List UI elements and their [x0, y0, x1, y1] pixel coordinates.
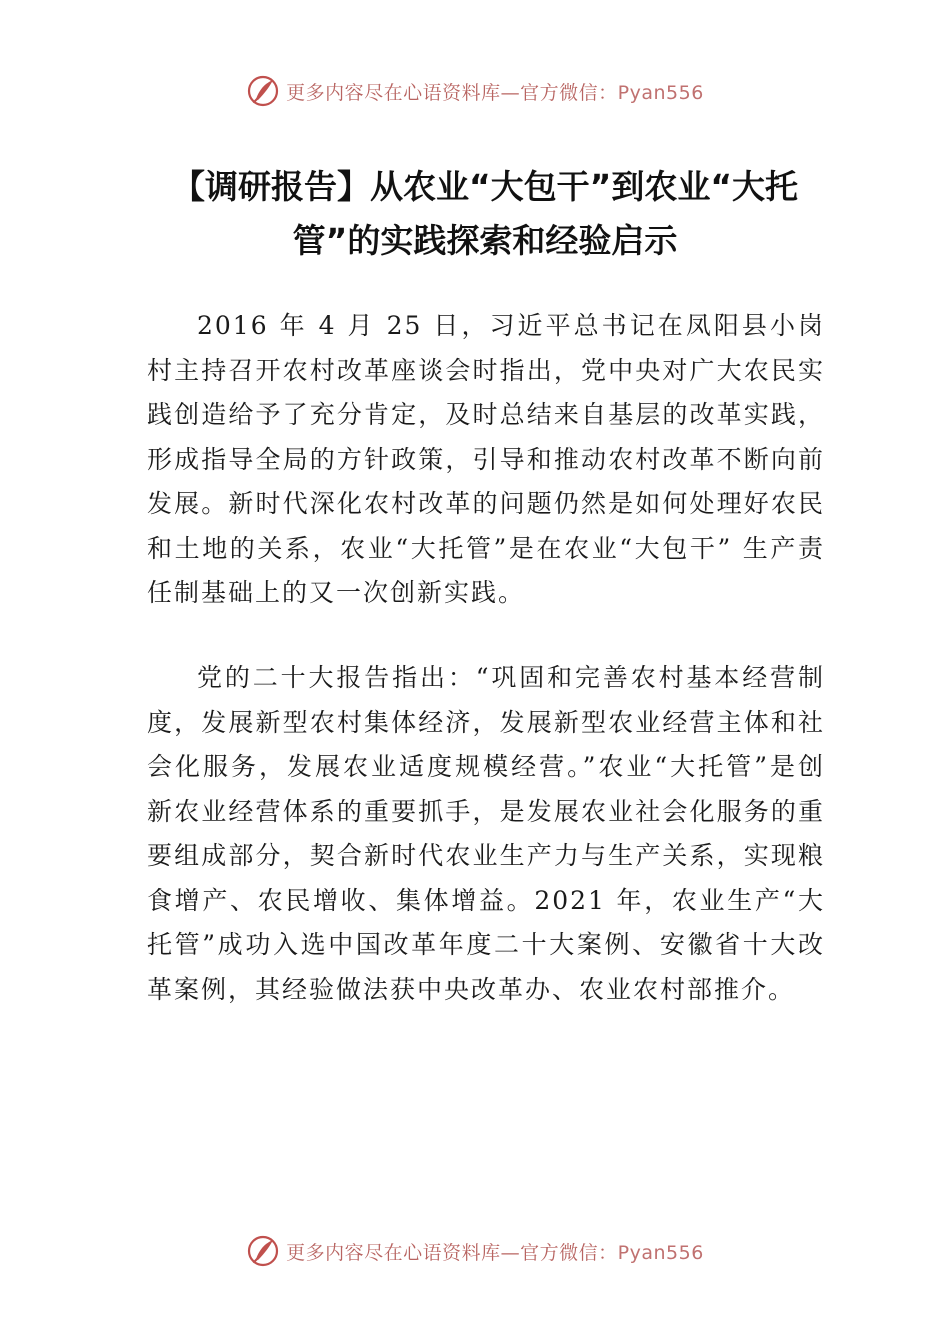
header-wechat-handle: Pyan556: [617, 81, 704, 104]
footer-banner-text: [286, 1238, 704, 1265]
footer-wechat-handle: Pyan556: [617, 1241, 704, 1264]
body-paragraph-1: 2016 年 4 月 25 日，习近平总书记在凤阳县小岗村主持召开农村改革座谈会时指出，党中央对广大农民实践创造给予了充分肯定，及时总结来自基层的改革实践，形成指导全局的方针政策，引导和推动农村改革不断向前发展。新时代深化农村改革的问题仍然是如何处理好农民和土地的关系，农业“大托管”是在农业“大包干” 生产责任制基础上的又一次创新实践。: [147, 311, 825, 607]
body-paragraph-2: 党的二十大报告指出：“巩固和完善农村基本经营制度，发展新型农村集体经济，发展新型农业经营主体和社会化服务，发展农业适度规模经营。”农业“大托管”是创新农业经营体系的重要抓手，是发展农业社会化服务的重要组成部分，契合新时代农业生产力与生产关系，实现粮食增产、农民增收、集体增益。2021 年，农业生产“大托管”成功入选中国改革年度二十大案例、安徽省十大改革案例，其经验做法获中央改革办、农业农村部推介。: [147, 663, 825, 1004]
header-banner-label: 更多内容尽在心语资料库—官方微信：: [286, 81, 618, 104]
fountain-pen-logo-icon: [246, 1234, 280, 1268]
footer-banner: [0, 1234, 950, 1268]
fountain-pen-logo-icon: [246, 74, 280, 108]
header-banner: [0, 74, 950, 108]
header-banner-text: [286, 78, 704, 105]
footer-banner-label: 更多内容尽在心语资料库—官方微信：: [286, 1241, 618, 1264]
document-title: 【调研报告】从农业“大包干”到农业“大托管”的实践探索和经验启示: [171, 167, 799, 260]
